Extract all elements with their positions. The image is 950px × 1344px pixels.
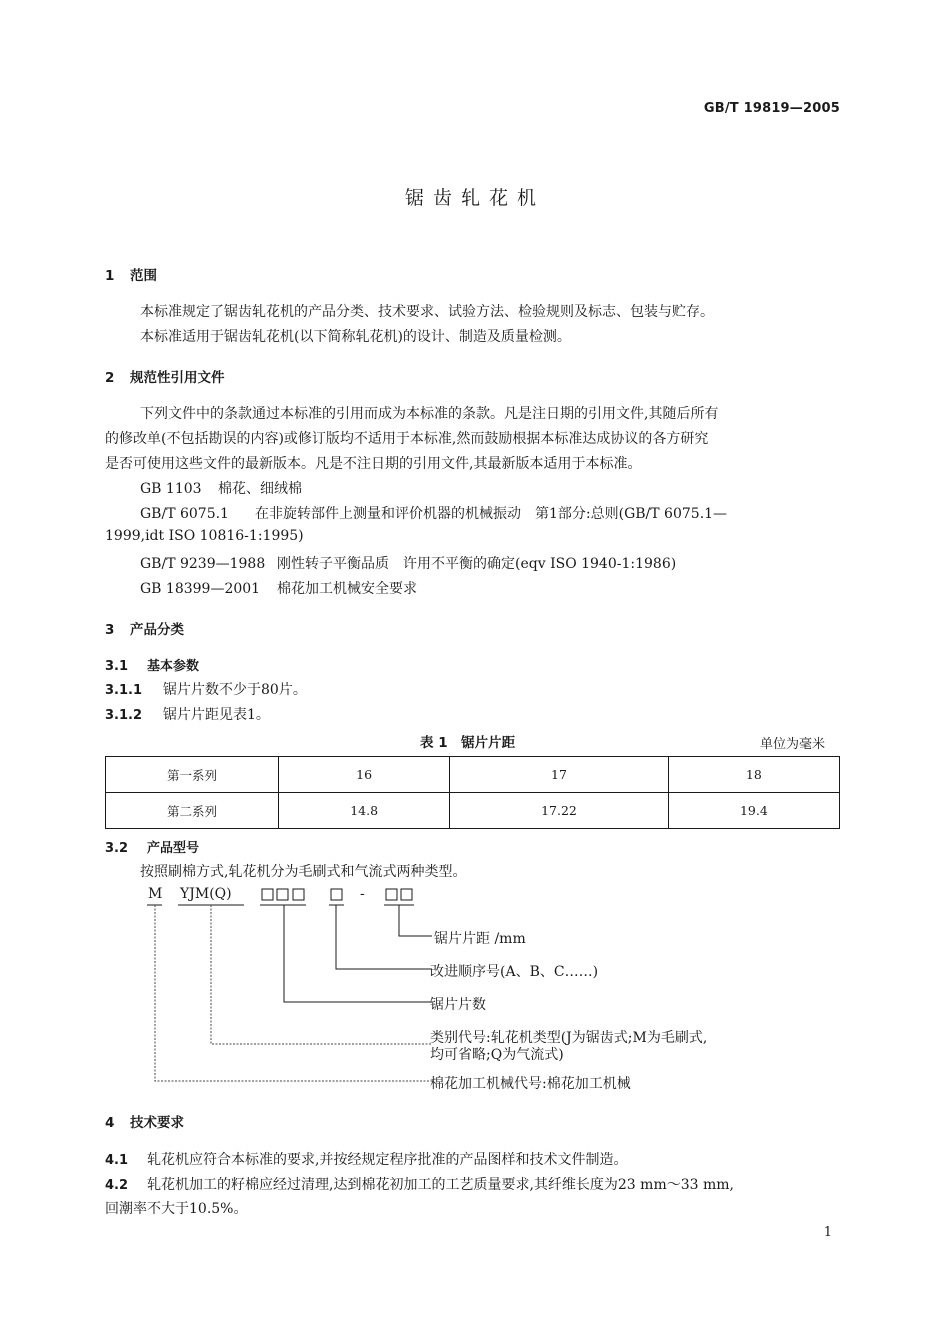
subsection-title: 产品型号 bbox=[147, 841, 200, 856]
model-letters-yjm: YJM(Q) bbox=[180, 886, 232, 902]
section-number: 4 bbox=[105, 1115, 115, 1131]
reference-title: 刚性转子平衡品质 许用不平衡的确定(eqv ISO 1940-1:1986) bbox=[277, 556, 677, 572]
clause-number: 3.1.1 bbox=[105, 683, 143, 698]
model-letter-m: M bbox=[148, 886, 163, 902]
placeholder-box bbox=[262, 889, 273, 900]
reference-title: 1999,idt ISO 10816-1:1995) bbox=[105, 528, 304, 544]
page-number: 1 bbox=[823, 1225, 832, 1240]
section-number: 1 bbox=[105, 268, 115, 284]
clause-text: 锯片片数不少于80片。 bbox=[163, 682, 307, 698]
scope-paragraph-2: 本标准适用于锯齿轧花机(以下简称轧花机)的设计、制造及质量检测。 bbox=[140, 329, 571, 345]
label-category-line-2: 均可省略;Q为气流式) bbox=[430, 1047, 564, 1063]
table-unit: 单位为毫米 bbox=[759, 737, 825, 752]
section-number: 2 bbox=[105, 370, 115, 386]
clause-number: 3.1.2 bbox=[105, 708, 143, 723]
references-intro-line-1: 下列文件中的条款通过本标准的引用而成为本标准的条款。凡是注日期的引用文件,其随后所有 bbox=[140, 406, 719, 422]
leader-line-revision bbox=[336, 905, 432, 969]
subsection-number: 3.1 bbox=[105, 659, 129, 674]
label-saw-count: 锯片片数 bbox=[430, 997, 486, 1013]
section-title: 规范性引用文件 bbox=[130, 370, 225, 386]
standard-number: GB/T 19819—2005 bbox=[703, 101, 840, 116]
clause-number: 4.1 bbox=[105, 1153, 129, 1168]
table-caption: 表 1 锯片片距 bbox=[420, 735, 516, 751]
section-number: 3 bbox=[105, 622, 115, 638]
placeholder-box bbox=[331, 889, 342, 900]
references-intro-line-3: 是否可使用这些文件的最新版本。凡是不注日期的引用文件,其最新版本适用于本标准。 bbox=[105, 456, 642, 472]
reference-code: GB 1103 bbox=[140, 481, 202, 497]
reference-title: 棉花加工机械安全要求 bbox=[277, 581, 417, 597]
table-cell: 19.4 bbox=[668, 793, 839, 829]
table-cell: 17.22 bbox=[450, 793, 668, 829]
label-revision: 改进顺序号(A、B、C……) bbox=[430, 964, 599, 980]
table-cell: 18 bbox=[668, 757, 839, 793]
clause-text: 轧花机加工的籽棉应经过清理,达到棉花初加工的工艺质量要求,其纤维长度为23 mm～33 mm, bbox=[147, 1177, 734, 1193]
subsection-title: 基本参数 bbox=[147, 659, 200, 674]
clause-4-1 bbox=[105, 1149, 627, 1169]
reference-code: GB/T 6075.1 bbox=[140, 506, 229, 522]
model-dash: - bbox=[360, 886, 365, 902]
clause-text: 轧花机应符合本标准的要求,并按经规定程序批准的产品图样和技术文件制造。 bbox=[147, 1152, 628, 1168]
references-intro-line-2: 的修改单(不包括勘误的内容)或修订版均不适用于本标准,然而鼓励根据本标准达成协议的各方研究 bbox=[105, 431, 709, 447]
section-title: 产品分类 bbox=[130, 622, 184, 638]
leader-line-machine bbox=[155, 905, 432, 1081]
reference-title: 在非旋转部件上测量和评价机器的机械振动 第1部分:总则(GB/T 6075.1— bbox=[255, 506, 728, 522]
label-category-line-1: 类别代号:轧花机类型(J为锯齿式;M为毛刷式, bbox=[430, 1030, 708, 1046]
section-4-heading bbox=[105, 1111, 184, 1131]
row-label: 第二系列 bbox=[106, 793, 279, 829]
placeholder-box bbox=[401, 889, 412, 900]
document-title: 锯齿轧花机 bbox=[404, 187, 545, 209]
table-cell: 17 bbox=[450, 757, 668, 793]
reference-code: GB 18399—2001 bbox=[140, 581, 261, 597]
clause-text: 锯片片距见表1。 bbox=[163, 707, 270, 723]
clause-number: 4.2 bbox=[105, 1178, 129, 1193]
section-title: 技术要求 bbox=[130, 1115, 184, 1131]
row-label: 第一系列 bbox=[106, 757, 279, 793]
table-cell: 16 bbox=[279, 757, 450, 793]
reference-code: GB/T 9239—1988 bbox=[140, 556, 266, 572]
placeholder-box bbox=[386, 889, 397, 900]
scope-paragraph-1: 本标准规定了锯齿轧花机的产品分类、技术要求、试验方法、检验规则及标志、包装与贮存。 bbox=[140, 304, 714, 320]
label-saw-spacing: 锯片片距 /mm bbox=[434, 931, 526, 947]
label-machine-code: 棉花加工机械代号:棉花加工机械 bbox=[430, 1076, 631, 1092]
clause-4-2 bbox=[105, 1174, 734, 1194]
leader-line-spacing bbox=[399, 905, 432, 936]
clause-4-2-continued: 回潮率不大于10.5%。 bbox=[105, 1201, 248, 1217]
model-type-paragraph: 按照刷棉方式,轧花机分为毛刷式和气流式两种类型。 bbox=[140, 864, 467, 880]
leader-line-count bbox=[284, 905, 432, 1002]
placeholder-box bbox=[277, 889, 288, 900]
table-cell: 14.8 bbox=[279, 793, 450, 829]
section-title: 范围 bbox=[130, 268, 157, 284]
reference-title: 棉花、细绒棉 bbox=[218, 481, 302, 497]
subsection-number: 3.2 bbox=[105, 841, 129, 856]
placeholder-box bbox=[293, 889, 304, 900]
